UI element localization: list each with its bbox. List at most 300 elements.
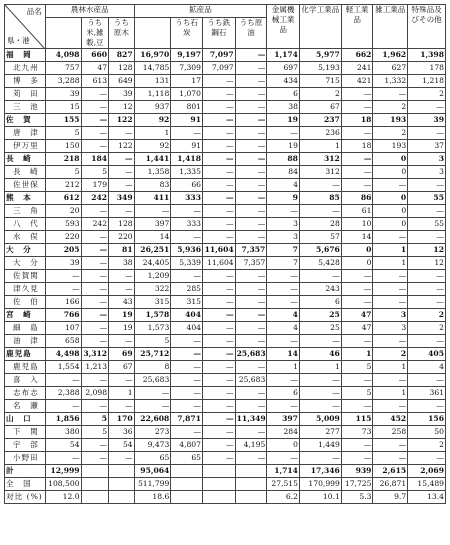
table-cell: — — [81, 244, 109, 257]
table-cell: 5 — [45, 166, 81, 179]
table-cell: 115 — [341, 413, 373, 426]
table-cell: — — [299, 179, 341, 192]
table-cell: 1,218 — [408, 75, 446, 88]
table-cell: — — [45, 400, 81, 413]
table-cell: 50 — [408, 426, 446, 439]
table-cell: 69 — [109, 348, 135, 361]
table-cell: 5 — [81, 426, 109, 439]
table-cell: 65 — [171, 452, 203, 465]
table-cell — [202, 478, 235, 491]
table-cell — [171, 491, 203, 504]
table-cell: — — [202, 413, 235, 426]
table-cell: — — [202, 192, 235, 205]
table-cell: — — [109, 452, 135, 465]
table-cell: — — [299, 400, 341, 413]
trade-table-container — [4, 4, 446, 504]
table-cell: 627 — [373, 62, 408, 75]
table-cell: 5,936 — [171, 244, 203, 257]
table-cell: 4 — [267, 309, 300, 322]
table-cell: 1,332 — [373, 75, 408, 88]
row-label: 下 関 — [5, 426, 46, 439]
table-cell: 170,999 — [299, 478, 341, 491]
table-cell: — — [202, 75, 235, 88]
row-label: 宮 崎 — [5, 309, 46, 322]
table-cell: — — [81, 127, 109, 140]
table-cell: 5 — [341, 361, 373, 374]
table-cell: — — [341, 88, 373, 101]
table-cell: 3 — [408, 153, 446, 166]
table-cell: 9,197 — [171, 49, 203, 62]
row-label: 全 国 — [5, 478, 46, 491]
table-cell: 5 — [341, 387, 373, 400]
table-cell: 1 — [267, 361, 300, 374]
table-cell: 18 — [341, 140, 373, 153]
row-label: 三 池 — [5, 101, 46, 114]
table-cell: — — [81, 205, 109, 218]
table-cell: — — [202, 205, 235, 218]
table-cell: 452 — [373, 413, 408, 426]
table-cell: — — [134, 387, 171, 400]
table-cell: — — [235, 309, 267, 322]
table-cell: 2 — [299, 88, 341, 101]
table-row — [5, 231, 446, 244]
table-cell: 55 — [408, 218, 446, 231]
table-row — [5, 348, 446, 361]
table-cell: — — [235, 231, 267, 244]
table-cell: — — [171, 400, 203, 413]
table-cell: — — [171, 387, 203, 400]
table-cell: — — [299, 452, 341, 465]
table-cell: — — [267, 296, 300, 309]
table-cell: 25,683 — [235, 348, 267, 361]
table-cell: — — [202, 231, 235, 244]
table-cell: — — [235, 101, 267, 114]
table-cell: — — [341, 179, 373, 192]
table-cell: — — [408, 127, 446, 140]
table-cell: 43 — [109, 296, 135, 309]
chem-header: 化学工業品 — [299, 5, 341, 49]
coal-subheader: うち石炭 — [171, 18, 203, 49]
table-cell: 150 — [45, 140, 81, 153]
table-cell: 1 — [109, 387, 135, 400]
table-cell: — — [202, 153, 235, 166]
table-cell: 131 — [134, 75, 171, 88]
table-cell: 1,962 — [373, 49, 408, 62]
table-cell: 312 — [299, 153, 341, 166]
corner-bottom-label: 県・港 — [7, 36, 30, 45]
table-cell: 697 — [267, 62, 300, 75]
table-cell: 84 — [267, 166, 300, 179]
table-cell: — — [109, 400, 135, 413]
table-cell — [202, 491, 235, 504]
table-cell: 65 — [134, 452, 171, 465]
table-cell: — — [81, 283, 109, 296]
table-cell: 5.3 — [341, 491, 373, 504]
row-label: 佐世保 — [5, 179, 46, 192]
table-cell: 284 — [267, 426, 300, 439]
table-cell: 19 — [109, 322, 135, 335]
table-cell: 4 — [267, 322, 300, 335]
table-cell: 4,098 — [45, 49, 81, 62]
table-cell: 273 — [134, 426, 171, 439]
table-cell: 27,515 — [267, 478, 300, 491]
table-cell: — — [81, 114, 109, 127]
table-cell: 757 — [45, 62, 81, 75]
table-cell — [109, 465, 135, 478]
table-cell: — — [408, 205, 446, 218]
table-cell: 14,785 — [134, 62, 171, 75]
table-cell: 166 — [45, 296, 81, 309]
table-row — [5, 244, 446, 257]
table-cell: 660 — [81, 49, 109, 62]
table-cell: 38 — [267, 101, 300, 114]
table-cell: 12 — [408, 244, 446, 257]
table-cell: — — [171, 205, 203, 218]
table-cell: — — [267, 283, 300, 296]
table-cell: — — [109, 374, 135, 387]
table-cell: 19 — [267, 140, 300, 153]
table-cell: — — [109, 153, 135, 166]
table-cell: — — [202, 387, 235, 400]
row-label: 油 津 — [5, 335, 46, 348]
table-cell: 411 — [134, 192, 171, 205]
table-cell: 2 — [408, 322, 446, 335]
table-cell: — — [373, 400, 408, 413]
table-cell: 12 — [109, 101, 135, 114]
table-cell: — — [408, 101, 446, 114]
table-cell: 37 — [408, 140, 446, 153]
table-cell: 18.6 — [134, 491, 171, 504]
row-label: 唐 津 — [5, 127, 46, 140]
table-cell: — — [171, 270, 203, 283]
table-cell: 2 — [373, 101, 408, 114]
table-cell: 128 — [109, 218, 135, 231]
row-label: 博 多 — [5, 75, 46, 88]
table-cell: 122 — [109, 140, 135, 153]
table-cell: 349 — [109, 192, 135, 205]
mineral-header: 鉱産品 — [134, 5, 267, 18]
table-cell: 10.1 — [299, 491, 341, 504]
table-cell: 155 — [45, 114, 81, 127]
iron-ore-subheader: うち鉄鋼石 — [202, 18, 235, 49]
table-cell — [202, 465, 235, 478]
table-cell: 4 — [408, 361, 446, 374]
table-cell: — — [171, 348, 203, 361]
table-cell: — — [202, 322, 235, 335]
table-cell: — — [202, 127, 235, 140]
table-cell: 5,428 — [299, 257, 341, 270]
table-cell: 15,489 — [408, 478, 446, 491]
table-cell: 2 — [373, 348, 408, 361]
table-cell: 0 — [341, 244, 373, 257]
table-cell: — — [235, 62, 267, 75]
table-cell — [81, 491, 109, 504]
row-label: 熊 本 — [5, 192, 46, 205]
table-cell: 5,676 — [299, 244, 341, 257]
row-label: 名 瀬 — [5, 400, 46, 413]
table-cell: 0 — [341, 257, 373, 270]
table-cell: — — [341, 166, 373, 179]
table-cell: — — [81, 140, 109, 153]
table-cell: 593 — [45, 218, 81, 231]
table-cell: — — [235, 296, 267, 309]
table-row — [5, 257, 446, 270]
table-cell: — — [373, 88, 408, 101]
table-cell: — — [235, 322, 267, 335]
table-row — [5, 374, 446, 387]
row-label: 計 — [5, 465, 46, 478]
table-cell: — — [81, 101, 109, 114]
table-cell: 6 — [267, 387, 300, 400]
table-cell: 0 — [373, 192, 408, 205]
table-cell: — — [81, 270, 109, 283]
table-row — [5, 413, 446, 426]
table-cell: 322 — [134, 283, 171, 296]
table-cell: — — [408, 270, 446, 283]
table-cell: 937 — [134, 101, 171, 114]
table-cell: — — [202, 140, 235, 153]
table-cell: — — [235, 387, 267, 400]
commodity-port-table — [4, 4, 446, 504]
table-row — [5, 283, 446, 296]
table-cell: 612 — [45, 192, 81, 205]
table-cell: 1 — [341, 348, 373, 361]
table-cell: 1,554 — [45, 361, 81, 374]
agri-header: 農林水産品 — [45, 5, 134, 18]
table-cell: — — [171, 361, 203, 374]
table-cell: 285 — [171, 283, 203, 296]
row-label: 志布志 — [5, 387, 46, 400]
table-row — [5, 400, 446, 413]
table-cell: — — [341, 101, 373, 114]
table-row — [5, 218, 446, 231]
table-cell: — — [235, 49, 267, 62]
table-cell: — — [341, 452, 373, 465]
table-cell: 1,335 — [171, 166, 203, 179]
table-cell: 122 — [109, 114, 135, 127]
table-cell: 18 — [341, 114, 373, 127]
table-cell: — — [202, 335, 235, 348]
table-cell: 14 — [267, 348, 300, 361]
table-cell: — — [373, 335, 408, 348]
table-row — [5, 296, 446, 309]
table-cell: — — [373, 283, 408, 296]
table-cell: 1 — [299, 361, 341, 374]
table-cell: 1,174 — [267, 49, 300, 62]
table-cell: 241 — [341, 62, 373, 75]
table-cell: — — [267, 374, 300, 387]
table-cell: 404 — [171, 309, 203, 322]
table-cell: — — [81, 322, 109, 335]
table-cell: 25 — [299, 309, 341, 322]
table-cell: 1,573 — [134, 322, 171, 335]
table-cell: — — [109, 179, 135, 192]
table-cell: 421 — [341, 75, 373, 88]
table-cell: — — [202, 166, 235, 179]
table-row — [5, 426, 446, 439]
table-cell: 92 — [134, 140, 171, 153]
table-cell: — — [109, 270, 135, 283]
table-cell: 5 — [81, 166, 109, 179]
table-cell: 38 — [109, 257, 135, 270]
table-cell: 5,009 — [299, 413, 341, 426]
table-row — [5, 179, 446, 192]
table-cell: — — [235, 88, 267, 101]
table-cell: 83 — [134, 179, 171, 192]
table-cell: 3,312 — [81, 348, 109, 361]
row-label: 長 崎 — [5, 153, 46, 166]
table-cell: — — [341, 400, 373, 413]
table-cell: 14 — [341, 231, 373, 244]
table-cell: — — [373, 270, 408, 283]
table-cell: — — [235, 140, 267, 153]
table-cell: 26,871 — [373, 478, 408, 491]
table-cell: — — [373, 231, 408, 244]
table-cell: — — [235, 75, 267, 88]
table-cell: 179 — [81, 179, 109, 192]
table-cell: 277 — [299, 426, 341, 439]
table-cell: — — [171, 127, 203, 140]
table-cell: — — [81, 439, 109, 452]
table-cell: — — [171, 426, 203, 439]
table-cell: — — [81, 296, 109, 309]
table-cell: 658 — [45, 335, 81, 348]
table-cell: — — [235, 452, 267, 465]
table-cell: 67 — [299, 101, 341, 114]
table-cell: — — [171, 374, 203, 387]
row-label: 大 分 — [5, 244, 46, 257]
table-cell: — — [202, 309, 235, 322]
table-cell: 212 — [45, 179, 81, 192]
row-label: 喜 入 — [5, 374, 46, 387]
table-cell: 7,357 — [235, 244, 267, 257]
table-cell: — — [235, 218, 267, 231]
table-cell: 218 — [45, 153, 81, 166]
table-cell: 9,473 — [134, 439, 171, 452]
table-row — [5, 465, 446, 478]
table-body — [5, 49, 446, 504]
table-cell: 1,398 — [408, 49, 446, 62]
table-cell: 827 — [109, 49, 135, 62]
table-cell: — — [202, 452, 235, 465]
table-cell: 2 — [408, 88, 446, 101]
table-cell: 333 — [171, 192, 203, 205]
corner-top-label: 品名 — [26, 7, 42, 16]
table-cell: 242 — [81, 218, 109, 231]
table-cell: — — [235, 205, 267, 218]
table-cell: — — [408, 296, 446, 309]
table-cell: 220 — [45, 231, 81, 244]
row-label: 八 代 — [5, 218, 46, 231]
table-cell — [235, 465, 267, 478]
table-cell: — — [202, 270, 235, 283]
table-cell: — — [299, 205, 341, 218]
table-cell: 170 — [109, 413, 135, 426]
table-cell: 1 — [299, 140, 341, 153]
table-cell: 0 — [267, 439, 300, 452]
table-cell: 1 — [373, 361, 408, 374]
table-cell: 4,807 — [171, 439, 203, 452]
table-row — [5, 309, 446, 322]
table-cell: — — [341, 127, 373, 140]
table-cell: — — [202, 283, 235, 296]
table-cell: 17 — [171, 75, 203, 88]
table-cell: 11,349 — [235, 413, 267, 426]
table-cell: 315 — [134, 296, 171, 309]
table-cell: 1,856 — [45, 413, 81, 426]
table-cell: — — [408, 400, 446, 413]
row-label: 佐 賀 — [5, 114, 46, 127]
table-cell: — — [299, 335, 341, 348]
row-label: 対比 (%) — [5, 491, 46, 504]
table-cell: — — [373, 296, 408, 309]
table-cell: 3 — [267, 218, 300, 231]
table-cell: 54 — [109, 439, 135, 452]
table-cell: 193 — [373, 114, 408, 127]
table-cell — [109, 478, 135, 491]
table-cell: 9.7 — [373, 491, 408, 504]
table-cell: 11,604 — [202, 257, 235, 270]
table-cell: 801 — [171, 101, 203, 114]
table-cell: 17,725 — [341, 478, 373, 491]
table-cell — [109, 491, 135, 504]
table-row — [5, 361, 446, 374]
table-cell: — — [408, 374, 446, 387]
table-cell: 178 — [408, 62, 446, 75]
table-cell: 5,339 — [171, 257, 203, 270]
table-cell: — — [45, 270, 81, 283]
light-header: 軽工業品 — [341, 5, 373, 49]
table-row — [5, 127, 446, 140]
row-label: 宇 部 — [5, 439, 46, 452]
table-cell: 2 — [373, 127, 408, 140]
table-cell: 236 — [299, 127, 341, 140]
table-row — [5, 439, 446, 452]
table-cell: — — [202, 439, 235, 452]
table-cell: — — [408, 452, 446, 465]
table-cell — [171, 478, 203, 491]
table-cell: 19 — [267, 114, 300, 127]
special-header: 特殊品及びその他 — [408, 5, 446, 49]
table-cell: 6 — [299, 296, 341, 309]
table-cell: — — [235, 400, 267, 413]
table-cell: 7,357 — [235, 257, 267, 270]
table-cell: 7 — [267, 257, 300, 270]
table-cell: 7,309 — [171, 62, 203, 75]
table-cell: — — [109, 335, 135, 348]
row-label: 鹿児島 — [5, 348, 46, 361]
table-cell: 1,358 — [134, 166, 171, 179]
table-cell: 15 — [45, 101, 81, 114]
table-cell: — — [81, 335, 109, 348]
table-cell: 6 — [267, 88, 300, 101]
table-cell: 10 — [341, 218, 373, 231]
table-cell: — — [267, 452, 300, 465]
table-cell: — — [408, 231, 446, 244]
table-cell: 220 — [109, 231, 135, 244]
table-cell: — — [202, 400, 235, 413]
table-cell: 7,871 — [171, 413, 203, 426]
table-cell: — — [235, 335, 267, 348]
table-cell: 939 — [341, 465, 373, 478]
row-label: 山 口 — [5, 413, 46, 426]
row-label: 小野田 — [5, 452, 46, 465]
table-cell: 12,999 — [45, 465, 81, 478]
table-cell: 25,712 — [134, 348, 171, 361]
table-cell: 57 — [299, 231, 341, 244]
table-cell: 8 — [134, 361, 171, 374]
table-row — [5, 101, 446, 114]
